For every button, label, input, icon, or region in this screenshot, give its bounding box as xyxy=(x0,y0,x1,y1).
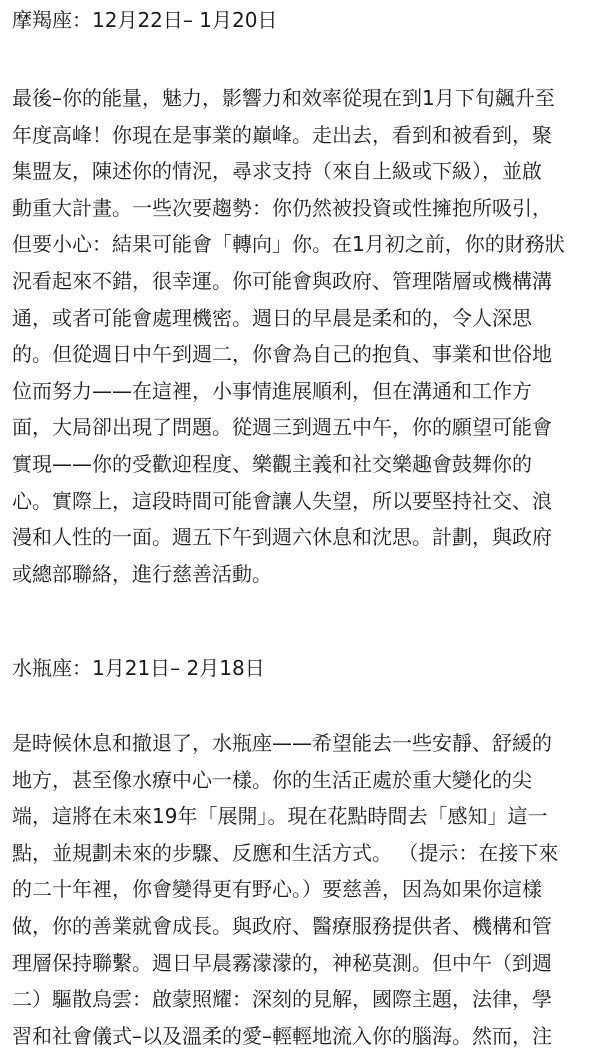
aquarius-section xyxy=(12,654,596,1048)
text-line: 漫和人性的一面。週五下午到週六休息和沈思。計劃，與政府 xyxy=(12,525,552,550)
text-line: 端，這將在未來19年「展開」。現在花點時間去「感知」這一 xyxy=(12,804,548,829)
capricorn-heading: 摩羯座：12月22日– 1月20日 xyxy=(12,8,278,32)
text-line: 點，並規劃未來的步驟、反應和生活方式。 （提示：在接下來 xyxy=(12,840,559,865)
text-line: 習和社會儀式–以及溫柔的愛–輕輕地流入你的腦海。然而，注 xyxy=(12,1023,552,1048)
text-line: 地方，甚至像水療中心一樣。你的生活正處於重大變化的尖 xyxy=(12,767,532,792)
capricorn-section xyxy=(12,6,596,586)
text-line: 動重大計畫。一些次要趨勢：你仍然被投資或性擁抱所吸引， xyxy=(12,195,552,220)
text-line: 況看起來不錯，很幸運。你可能會與政府、管理階層或機構溝 xyxy=(12,268,552,293)
text-line: 面，大局卻出現了問題。從週三到週五中午，你的願望可能會 xyxy=(12,415,552,440)
text-line: 是時候休息和撤退了，水瓶座——希望能去一些安靜、舒緩的 xyxy=(12,731,552,755)
text-line: 通，或者可能會處理機密。週日的早晨是柔和的，令人深思 xyxy=(12,305,532,330)
text-line: 實現——你的受歡迎程度、樂觀主義和社交樂趣會鼓舞你的 xyxy=(12,451,532,476)
aquarius-paragraph xyxy=(12,725,558,1054)
text-line: 的二十年裡，你會變得更有野心。）要慈善，因為如果你這樣 xyxy=(12,877,542,902)
text-line: 的。但從週日中午到週二，你會為自己的抱負、事業和世俗地 xyxy=(12,342,552,367)
capricorn-paragraph xyxy=(12,80,565,592)
text-line: 位而努力——在這裡，小事情進展順利，但在溝通和工作方 xyxy=(12,378,532,403)
aquarius-heading: 水瓶座：1月21日– 2月18日 xyxy=(12,656,265,680)
text-line: 理層保持聯繫。週日早晨霧濛濛的，神秘莫測。但中午（到週 xyxy=(12,950,552,975)
text-line: 集盟友，陳述你的情況，尋求支持（來自上級或下級），並啟 xyxy=(12,159,542,184)
text-line: 做，你的善業就會成長。與政府、醫療服務提供者、機構和管 xyxy=(12,913,552,938)
text-line: 但要小心：結果可能會「轉向」你。在1月初之前，你的財務狀 xyxy=(12,232,565,257)
text-line: 二）驅散烏雲：啟蒙照耀：深刻的見解，國際主題，法律，學 xyxy=(12,987,552,1012)
text-line: 年度高峰！你現在是事業的巔峰。走出去，看到和被看到，聚 xyxy=(12,122,552,147)
text-line: 心。實際上，這段時間可能會讓人失望，所以要堅持社交、浪 xyxy=(12,488,552,513)
text-line: 或總部聯絡，進行慈善活動。 xyxy=(12,561,272,586)
text-line: 最後–你的能量，魅力，影響力和效率從現在到1月下旬飆升至 xyxy=(12,86,555,110)
